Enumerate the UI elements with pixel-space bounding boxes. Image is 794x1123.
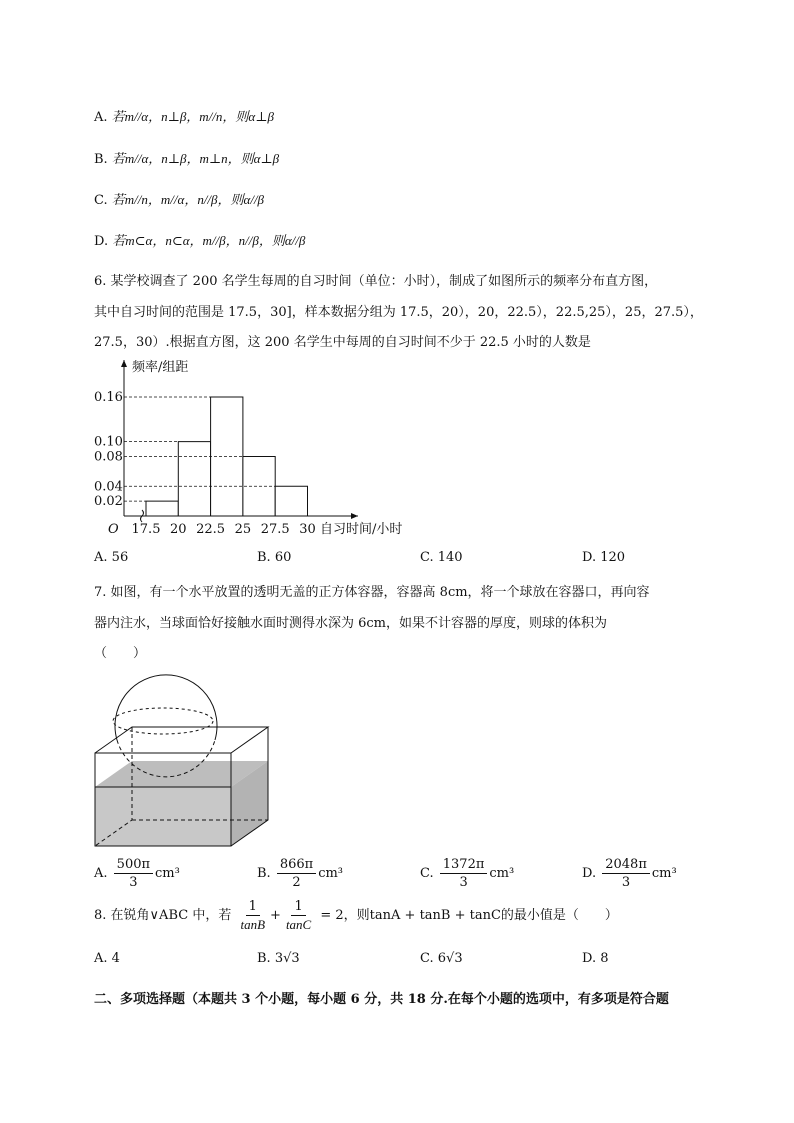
option-text: 8 <box>600 951 609 966</box>
q8-option-d <box>582 951 609 966</box>
y-tick-label: 0.04 <box>94 479 123 495</box>
sphere-outline <box>115 675 217 740</box>
y-tick-label: 0.10 <box>94 434 123 450</box>
option-unit: cm³ <box>318 866 344 881</box>
option-text: 3√3 <box>274 951 300 966</box>
option-letter: B. <box>257 550 271 565</box>
option-letter: D. <box>582 866 597 881</box>
option-text: 120 <box>600 550 626 565</box>
option-letter: D. <box>94 234 109 249</box>
q7-answer-blank: （ ） <box>94 646 147 661</box>
option-letter: D. <box>582 951 597 966</box>
q7-option-c <box>420 856 514 891</box>
fraction-denominator: tanB <box>240 917 266 932</box>
option-text: 140 <box>437 550 463 565</box>
y-tick-label: 0.16 <box>94 390 123 405</box>
q6-line-2: 其中自习时间的范围是 17.5，30]，样本数据分组为 17.5，20），20，22.5），22.5,25），25，27.5）， <box>94 305 703 320</box>
q8-fraction-2 <box>283 898 314 933</box>
option-fraction <box>440 856 488 891</box>
option-unit: cm³ <box>651 866 677 881</box>
q8-question <box>94 898 618 933</box>
option-unit: cm³ <box>489 866 515 881</box>
option-letter: C. <box>420 866 434 881</box>
y-tick-label: 0.08 <box>94 449 123 465</box>
option-letter: C. <box>420 951 434 966</box>
section-2-heading: 二、多项选择题（本题共 3 个小题，每小题 6 分，共 18 分.在每个小题的选项中，有多项是符合题 <box>94 992 669 1007</box>
option-text: 6√3 <box>437 951 463 966</box>
q7-option-d <box>582 856 677 891</box>
q8-fraction-1 <box>237 898 268 933</box>
option-text: 4 <box>111 951 120 966</box>
q8-suffix: = 2，则tanA + tanB + tanC的最小值是（ ） <box>320 908 618 923</box>
option-letter: D. <box>582 550 597 565</box>
fraction-denominator: 3 <box>129 875 138 890</box>
option-text: 若m⊂α，n⊂α，m//β，n//β，则α//β <box>112 233 306 248</box>
q7-line-1: 7. 如图，有一个水平放置的透明无盖的正方体容器，容器高 8cm，将一个球放在容器口，再向容 <box>94 585 650 600</box>
q8-option-b <box>257 951 300 966</box>
option-letter: B. <box>257 951 271 966</box>
option-unit: cm³ <box>155 866 180 881</box>
fraction-numerator: 866π <box>277 856 316 874</box>
option-text: 若m//n，m//α，n//β，则α//β <box>111 192 265 207</box>
fraction-denominator: 3 <box>621 875 631 890</box>
option-letter: B. <box>94 152 108 167</box>
plus-sign: + <box>270 908 281 923</box>
option-letter: A. <box>94 951 108 966</box>
fraction-numerator: 1 <box>246 898 260 916</box>
q8-prefix: 8. 在锐角∨ABC 中，若 <box>94 908 232 923</box>
fraction-denominator: 2 <box>292 875 301 890</box>
option-letter: A. <box>94 550 108 565</box>
option-fraction <box>114 856 153 891</box>
option-letter: C. <box>420 550 434 565</box>
option-text: 56 <box>111 550 129 565</box>
option-text: 若m//α，n⊥β，m//n，则α⊥β <box>111 109 274 124</box>
q7-option-b <box>257 856 343 891</box>
fraction-numerator: 1 <box>291 898 305 916</box>
option-text: 若m//α，n⊥β，m⊥n，则α⊥β <box>111 151 280 166</box>
fraction-numerator: 1372π <box>440 856 488 874</box>
q8-option-c <box>420 951 463 966</box>
q7-line-2: 器内注水，当球面恰好接触水面时测得水深为 6cm，如果不计容器的厚度，则球的体积为 <box>94 616 608 631</box>
fraction-denominator: tanC <box>285 917 312 932</box>
option-letter: B. <box>257 866 271 881</box>
q7-option-a <box>94 856 180 891</box>
x-tick-label: 27.5 <box>260 522 290 537</box>
option-letter: A. <box>94 866 108 881</box>
q6-line-1: 6. 某学校调查了 200 名学生每周的自习时间（单位：小时），制成了如图所示的频率分布直方图， <box>94 274 658 289</box>
fraction-numerator: 500π <box>114 856 153 874</box>
option-text: 60 <box>274 550 292 565</box>
x-tick-label: 25 <box>234 522 252 537</box>
x-tick-label: 17.5 <box>131 522 161 537</box>
q6-line-3: 27.5，30）.根据直方图，这 200 名学生中每周的自习时间不少于 22.5 小时的人数是 <box>94 335 591 350</box>
origin-label: O <box>108 522 119 537</box>
option-fraction <box>602 856 650 891</box>
y-tick-label: 0.02 <box>94 494 123 510</box>
x-tick-label: 20 <box>170 522 187 537</box>
q8-option-a <box>94 951 120 966</box>
y-axis-label: 频率/组距 <box>132 360 189 375</box>
option-letter: C. <box>94 193 108 208</box>
fraction-numerator: 2048π <box>602 856 650 874</box>
option-letter: A. <box>94 110 108 125</box>
x-axis-label: 自习时间/小时 <box>320 522 403 537</box>
x-tick-label: 22.5 <box>196 522 226 537</box>
option-fraction <box>277 856 316 891</box>
water-front-face <box>95 787 231 846</box>
fraction-denominator: 3 <box>459 875 468 890</box>
x-tick-label: 30 <box>299 522 316 537</box>
